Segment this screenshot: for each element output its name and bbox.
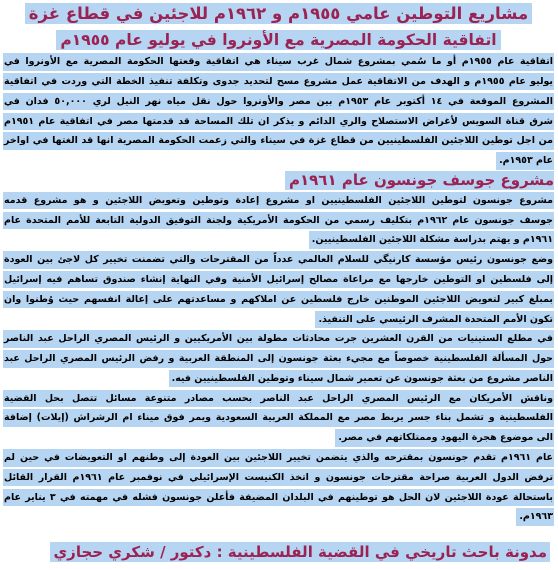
paragraph-line-text: إلى فلسطين او التوطين خارجها مع مراعاة مصالح إسرائيل الأمنية وفي النهاية إنشاء صندوق تساهم فيه إسرائيل — [3, 271, 554, 289]
section-heading: مشروع جوسف جونسون عام ١٩٦١م — [285, 171, 554, 190]
paragraph-line-text: ١٩٦١م و يهتم بدراسة مشكلة اللاجئين الفلسطينيين. — [309, 231, 554, 249]
paragraph-line-text: المشروع الموقعة في ١٤ أكتوبر عام ١٩٥٣م بين مصر والأونروا حول نقل مياه نهر النيل لري ٥٠,٠٠٠ فدان في — [3, 93, 554, 111]
paragraph-line-text: وناقش الأمريكان مع الرئيس المصري الراحل عبد الناصر بحسب مصادر متنوعة مسائل تتصل بحل القضية — [3, 390, 554, 408]
paragraph-line — [3, 191, 554, 211]
paragraph-line — [3, 92, 554, 112]
paragraph-line — [3, 369, 554, 389]
paragraph-line-text: الى موضوع هجرة اليهود وممتلكاتهم في مصر. — [335, 429, 554, 447]
paragraph-line-text: في مطلع الستينيات من القرن العشرين جرت محادثات مطولة بين الأمريكيين و الرئيس المصري الراحل عبد الناصر — [3, 330, 554, 348]
paragraph — [3, 250, 554, 329]
paragraph — [3, 389, 554, 448]
footer-credit-row — [3, 540, 550, 564]
paragraph-line-text: ١٩٦٣م. — [516, 508, 554, 526]
paragraph-line — [3, 72, 554, 92]
paragraph-line-text: عام ١٩٦١م تقدم جونسون بمقترحه والذي يتضمن تخيير اللاجئين بين العودة إلى وطنهم او التعويضات في حين لم — [3, 449, 554, 467]
paragraph-line — [3, 349, 554, 369]
paragraph-line — [3, 468, 554, 488]
paragraph-line — [3, 448, 554, 468]
paragraph-line-text: عام ١٩٥٣م. — [496, 152, 554, 170]
paragraph — [3, 191, 554, 250]
paragraph-line-text: جوسف جونسون عام ١٩٦٢م بتكليف رسمي من الحكومة الأمريكية ولجنة التوفيق الدولية التابعة للأمم المتحدة عام — [3, 212, 554, 230]
paragraph-line-text: باستحالة عودة اللاجئين لان الحل هو توطينهم في البلدان المضيفة فأعلن جونسون فشله في مهمته في ٣ يناير عام — [3, 489, 554, 507]
paragraph-line-text: مشروع جونسون لتوطين اللاجئين الفلسطينيين او مشروع إعادة وتوطين وتعويض اللاجئين و هو مشروع قدمه — [3, 192, 554, 210]
paragraph-line-text: شرق قناة السويس لأغراض الاستصلاح والري الدائم و يذكر ان تلك المساحة قد قدمتها مصر في اتفاقية عام ١٩٥١م — [3, 113, 554, 131]
paragraph — [3, 448, 554, 527]
paragraph — [3, 52, 554, 171]
footer-credit: مدونة باحث تاريخي في القضية الفلسطينية : دكتور / شكري حجازي — [50, 542, 550, 562]
paragraph-line — [3, 309, 554, 329]
document-title: مشاريع التوطين عامي ١٩٥٥م و ١٩٦٢م للاجئين في قطاع غزة — [25, 3, 532, 24]
paragraph-line — [3, 210, 554, 230]
section — [3, 27, 554, 171]
paragraph-line — [3, 111, 554, 131]
paragraph-line — [3, 131, 554, 151]
paragraph-line — [3, 250, 554, 270]
section — [3, 171, 554, 527]
section-heading-row — [3, 171, 554, 191]
section-heading-row — [3, 27, 554, 52]
paragraph-line — [3, 408, 554, 428]
paragraph-line — [3, 389, 554, 409]
paragraph-line-text: من اجل توطين اللاجئين الفلسطينيين من قطاع غزة في سيناء والتي زعمت الحكومة المصرية انها قد الغتها في اواخر — [3, 132, 554, 150]
paragraph-line — [3, 507, 554, 527]
paragraph-line — [3, 488, 554, 508]
paragraph-line — [3, 270, 554, 290]
section-heading: اتفاقية الحكومة المصرية مع الأونروا في يوليو عام ١٩٥٥م — [56, 30, 500, 50]
paragraph-line-text: حول المسألة الفلسطينية خصوصاً مع مجيء بعثة جونسون إلى المنطقة العربية و رفض الرئيس المصري الراحل عبد — [3, 350, 554, 368]
paragraph-line — [3, 290, 554, 310]
paragraph-line — [3, 230, 554, 250]
paragraph-line-text: ترفض الدول العربية صراحة مقترحات جونسون و اتخذ الكنيست الإسرائيلي في نوفمبر عام ١٩٦١م القرار القائل — [3, 469, 554, 487]
paragraph-line-text: وضع جونسون رئيس مؤسسة كارنيگي للسلام العالمي عدداً من المقترحات والتي تضمنت تخيير كل لاجئ بين العودة — [3, 251, 554, 269]
document-title-row — [3, 0, 554, 27]
paragraph-line-text: الناصر مشروع من بعثة جونسون عن تعمير شمال سيناء وتوطين الفلسطينيين فيه. — [169, 370, 554, 388]
paragraph-line-text: تكون الأمم المتحدة المشرف الرئيسي على التنفيذ. — [315, 311, 554, 329]
paragraph-line — [3, 428, 554, 448]
paragraph-line-text: اتفاقية عام ١٩٥٥م أو ما سُمي بمشروع شمال غرب سيناء هي اتفاقية وقعتها الحكومة المصرية مع الأونروا في — [3, 53, 554, 71]
paragraph-line-text: بمبلغ كبير لتعويض اللاجئين الموطنين خارج فلسطين عن املاكهم و مساعدتهم على إعالة انفسهم حيث وُطنوا وان — [3, 291, 554, 309]
paragraph-line — [3, 329, 554, 349]
paragraph — [3, 329, 554, 388]
paragraph-line-text: الفلسطينية و تشمل بناء جسر يربط مصر مع المملكة العربية السعودية ويمر فوق ميناء ام الرشراش (إيلات) إضافة — [3, 409, 554, 427]
paragraph-line — [3, 52, 554, 72]
paragraph-line-text: يوليو عام ١٩٥٥م و الهدف من الاتفاقية عمل مشروع مسح لتحديد جدوى وتكلفة تنفيذ الخطة التي وردت في اتفاقية — [3, 73, 554, 91]
paragraph-line — [3, 151, 554, 171]
